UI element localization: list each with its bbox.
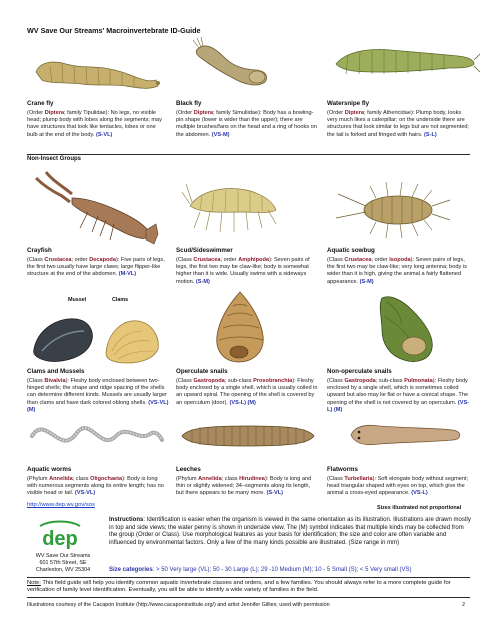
leeches-description: (Phylum Annelida; class Hirudinea): Body is long and thin or slightly widened; 34–segments along its length, but there appears to be many more. (S-VL): [176, 476, 312, 497]
crane-fly-description: (Order Diptera; family Tipulidae): No legs, no visible head; plump body with lobes along the segments; may have structures that look like tentacles, lobes or one bulb at the end of the body. (S-VL): [27, 110, 162, 138]
scud-illustration: [180, 170, 290, 240]
dep-website-link[interactable]: http://www.dep.wv.gov/sos: [27, 502, 95, 508]
flatworm-illustration: [345, 418, 465, 452]
crayfish-name: Crayfish: [27, 247, 52, 254]
sowbug-illustration: [332, 172, 462, 242]
instructions-label: Instructions: [109, 517, 144, 523]
note-label: Note:: [27, 580, 41, 586]
crane-fly-illustration: [30, 40, 170, 95]
sizes-note: Sizes illustrated not proportional: [377, 505, 462, 511]
clams-mussels-name: Clams and Mussels: [27, 368, 85, 375]
note-divider: [27, 577, 470, 578]
black-fly-name: Black fly: [176, 100, 202, 107]
operculate-snails-name: Operculate snails: [176, 368, 228, 375]
watersnipe-fly-description: (Order Diptera; family Athericidae): Plump body, looks very much likes a caterpillar; on the underside there are structures that look similar to legs but are not segmented; the tail is forked and fringed with hairs. (S-L): [327, 110, 470, 138]
leeches-name: Leeches: [176, 466, 201, 473]
org-address: [27, 553, 99, 573]
black-fly-description: (Order Diptera; family Simuliidae): Body has a bowling-pin shape (lower is wider than the upper); there are multiple brushes/fans on the head and a ring of hooks on the abdomen. (VS-M): [176, 110, 317, 138]
note-divider-bottom: [27, 597, 470, 598]
non-operculate-snails-name: Non-operculate snails: [327, 368, 392, 375]
crane-fly-name: Crane fly: [27, 100, 54, 107]
non-operculate-snails-description: (Class Gastropoda; sub-class Pulmonata): Fleshy body enclosed by a single shell, which is sometimes coiled upward but also may lie flat or have a conical shape. The opening of the shell is not covered by an operculum. (VS-L) (M): [327, 378, 470, 413]
black-fly-illustration: [185, 30, 275, 90]
flatworms-description: (Class Turbellaria): Soft elongate body without segment; head triangular shaped with eyes on top, which give the animal a cross-eyed appearance. (VS-L): [327, 476, 469, 497]
non-insect-heading: Non-Insect Groups: [27, 156, 82, 162]
aquatic-worms-name: Aquatic worms: [27, 466, 72, 473]
org-name: WV Save Our Streams: [35, 553, 91, 559]
scud-name: Scud/Sideswimmer: [176, 247, 233, 254]
scud-description: (Class Crustacea; order Amphipoda): Seven pairs of legs, the first two may be claw-like; body is somewhat higher than it is wide. Usually swims with a sideways motion. (S-M): [176, 257, 310, 285]
note-block: [27, 580, 472, 595]
dep-logo-text: dep: [42, 528, 78, 550]
size-categories: [109, 567, 471, 575]
note-text: This field guide will help you identify common aquatic invertebrate classes and orders, and a few families. You should always refer to a more complete guide for verification of family level identification. Eventually, you will be able to identify a wide variety of families in the field.: [27, 580, 451, 594]
operculate-snails-description: (Class Gastropoda; sub-class Prosobranchia): Fleshy body enclosed by a single shell, which is usually coiled in an upward spiral. The opening of the shell is covered by an operculum (door). (VS-L) (M): [176, 378, 318, 406]
mussel-label: Mussel: [68, 297, 87, 303]
org-city: Charleston, WV 25304: [35, 566, 91, 573]
instructions-text: : Identification is easier when the organism is viewed in the same orientation as its illustration. Illustrations are drawn mostly in top and side views; the water penny is shown in underside view. The (M) symbol indicates that multiple kinds may be collected from the group (Order or Class). Use morphological features as your basis for identification; the size and color are often variable and influenced by environmental factors. Only a few of the many kinds possible are illustrated. (Size range in mm): [109, 517, 471, 546]
watersnipe-fly-name: Watersnipe fly: [327, 100, 370, 107]
watersnipe-fly-illustration: [330, 30, 480, 90]
size-categories-text: : > 50 Very large (VL); 50 - 30 Large (L); 29 -10 Medium (M); 10 - 5 Small (S); < 5 Very small (VS): [152, 567, 412, 573]
crayfish-illustration: [28, 168, 163, 248]
size-categories-label: Size categories: [109, 567, 153, 573]
operculate-snail-illustration: [205, 288, 275, 368]
clams-mussels-description: (Class Bivalvia): Fleshy body enclosed between two-hinged shells; the shape and ridge spacing of the shells can determine different kinds. Mussels are usually larger than clams and have dark colored oblong shells. (VS-VL) (M): [27, 378, 169, 413]
footer-credit: Illustrations courtesy of the Cacapon Institute (http://www.cacaponinstitute.org/) and artist Jennifer Gillies; used with permission: [27, 602, 330, 608]
org-street: 601 57th Street, SE: [39, 559, 87, 566]
leech-illustration: [178, 416, 318, 456]
mussel-clam-illustration: [28, 305, 168, 367]
aquatic-worm-illustration: [28, 406, 168, 462]
non-operculate-snail-illustration: [368, 288, 448, 368]
sowbug-name: Aquatic sowbug: [327, 247, 375, 254]
flatworms-name: Flatworms: [327, 466, 358, 473]
instructions-block: [109, 517, 471, 547]
dep-logo: [36, 518, 84, 550]
page-number: 2: [462, 602, 465, 608]
page-title: WV Save Our Streams' Macroinvertebrate ID-Guide: [27, 26, 201, 35]
aquatic-worms-description: (Phylum Annelida; class Oligochaeta): Body is long with numerous segments along its entire length; has no visible head or tail. (VS-VL): [27, 476, 164, 497]
sowbug-description: (Class Crustacea; order Isopoda): Seven pairs of legs, the first two may be claw-like; very long antenna; body is wider than it is high, giving the animal a fairly flattened appearance. (S-M): [327, 257, 467, 285]
clams-label: Clams: [112, 297, 129, 303]
crayfish-description: (Class Crustacea; order Decapoda): Five pairs of legs, the first two usually have large claws; large flipper-like structure at the end of the abdomen. (M-VL): [27, 257, 165, 278]
section-divider: [27, 154, 470, 155]
